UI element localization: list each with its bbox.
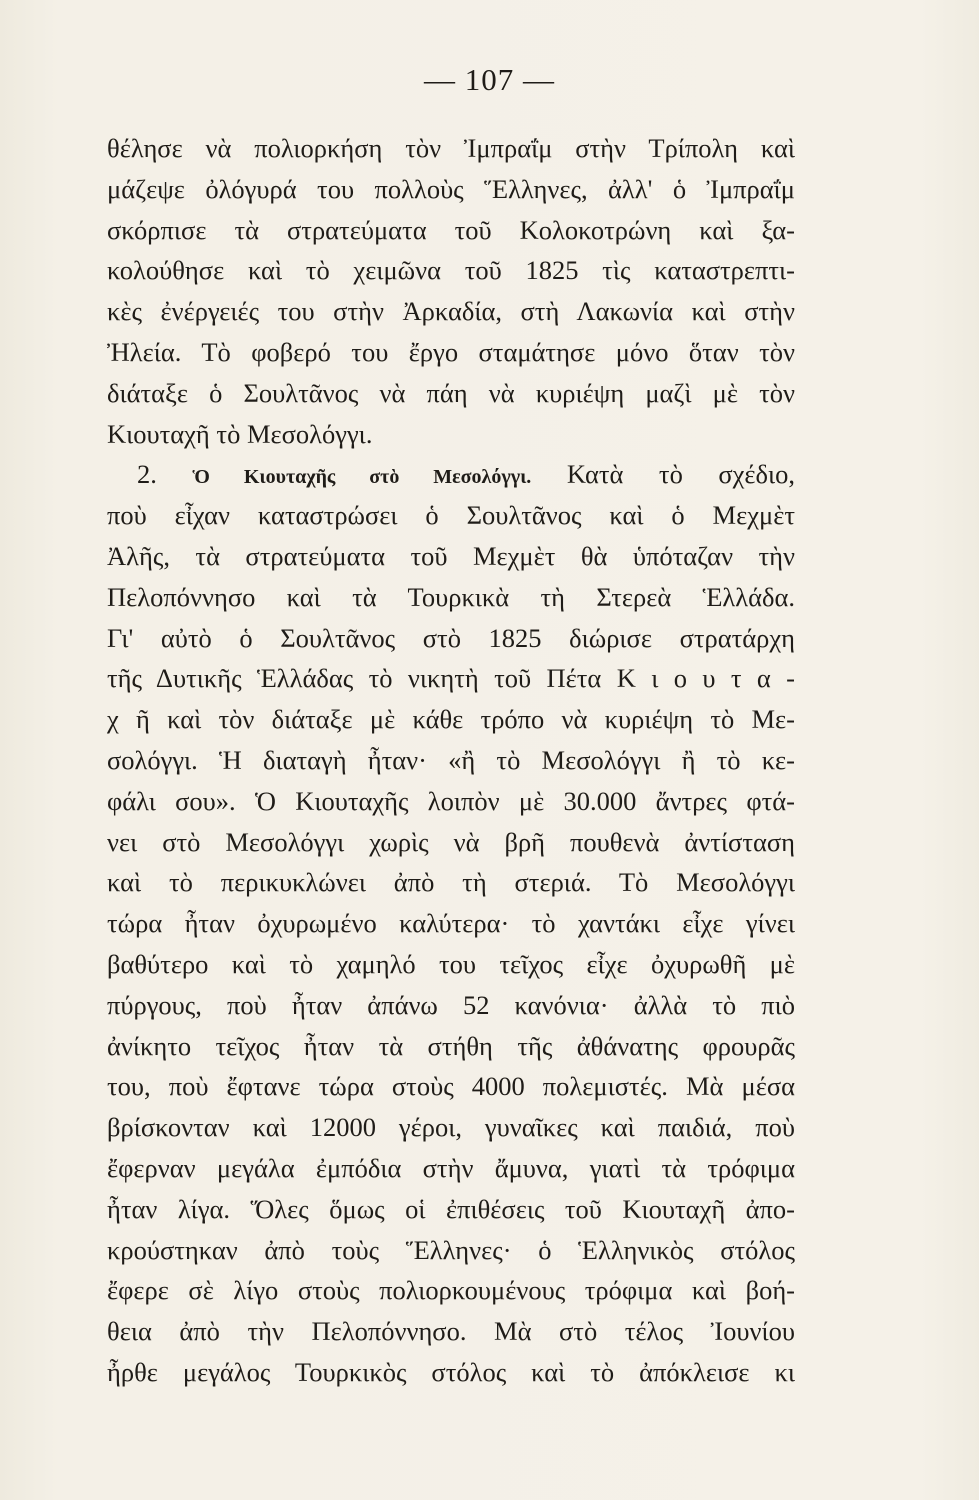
text-line: κολούθησε καὶ τὸ χειμῶνα τοῦ 1825 τὶς καταστρεπτι-: [107, 255, 795, 286]
section-heading: Ὁ Κιουταχῆς στὸ Μεσολόγγι.: [192, 466, 532, 489]
text-line: θέλησε νὰ πολιορκήση τὸν Ἰμπραΐμ στὴν Τρίπολη καὶ: [107, 133, 795, 163]
text-line: Ἠλεία. Τὸ φοβερό του ἔργο σταμάτησε μόνο ὅταν τὸν: [107, 336, 795, 367]
body-text: [107, 128, 795, 1393]
section-number: 2.: [137, 459, 157, 490]
page-number: — 107 —: [424, 62, 555, 97]
text-line: σκόρπισε τὰ στρατεύματα τοῦ Κολοκοτρώνη καὶ ξα-: [107, 214, 795, 245]
text-line: διάταξε ὁ Σουλτᾶνος νὰ πάη νὰ κυριέψη μαζὶ μὲ τὸν: [107, 377, 795, 408]
text-line: ἀνίκητο τεῖχος ἦταν τὰ στήθη τῆς ἀθάνατης φρουρᾶς: [107, 1030, 795, 1061]
text-line: Γι' αὐτὸ ὁ Σουλτᾶνος στὸ 1825 διώρισε στρατάρχη: [107, 622, 795, 653]
text-line: σολόγγι. Ἡ διαταγὴ ἦταν· «ἢ τὸ Μεσολόγγι ἢ τὸ κε-: [107, 744, 795, 775]
text-line: Ἀλῆς, τὰ στρατεύματα τοῦ Μεχμὲτ θὰ ὑπόταζαν τὴν: [107, 540, 795, 571]
text-line: ποὺ εἶχαν καταστρώσει ὁ Σουλτᾶνος καὶ ὁ Μεχμὲτ: [107, 500, 795, 531]
text-line: φάλι σου». Ὁ Κιουταχῆς λοιπὸν μὲ 30.000 ἄντρες φτά-: [107, 785, 795, 816]
text-line: τώρα ἦταν ὀχυρωμένο καλύτερα· τὸ χαντάκι εἶχε γίνει: [107, 908, 795, 939]
text-line: του, ποὺ ἔφτανε τώρα στοὺς 4000 πολεμιστές. Μὰ μέσα: [107, 1071, 795, 1102]
text-line: μάζεψε ὀλόγυρά του πολλοὺς Ἕλληνες, ἀλλ' ὁ Ἰμπραΐμ: [107, 173, 795, 204]
section-heading-line: [107, 454, 795, 495]
text-line: χ ῆ καὶ τὸν διάταξε μὲ κάθε τρόπο νὰ κυριέψη τὸ Με-: [107, 704, 795, 735]
text-line: νει στὸ Μεσολόγγι χωρὶς νὰ βρῆ πουθενὰ ἀντίσταση: [107, 826, 795, 857]
text-line: πύργους, ποὺ ἦταν ἀπάνω 52 κανόνια· ἀλλὰ τὸ πιὸ: [107, 989, 795, 1020]
text-line: Κιουταχῆ τὸ Μεσολόγγι.: [107, 418, 373, 449]
text-line: κὲς ἐνέργειές του στὴν Ἀρκαδία, στὴ Λακωνία καὶ στὴν: [107, 296, 795, 327]
text-line: ἔφερναν μεγάλα ἐμπόδια στὴν ἄμυνα, γιατὶ τὰ τρόφιμα: [107, 1152, 795, 1183]
text-line: Πελοπόννησο καὶ τὰ Τουρκικὰ τὴ Στερεὰ Ἑλλάδα.: [107, 581, 795, 612]
text-line: κρούστηκαν ἀπὸ τοὺς Ἕλληνες· ὁ Ἑλληνικὸς στόλος: [107, 1234, 795, 1265]
text-line: τῆς Δυτικῆς Ἑλλάδας τὸ νικητὴ τοῦ Πέτα Κ ι ο υ τ α -: [107, 663, 795, 694]
section-first-line-text: Κατὰ τὸ σχέδιο,: [566, 459, 796, 490]
text-line: βρίσκονταν καὶ 12000 γέροι, γυναῖκες καὶ παιδιά, ποὺ: [107, 1112, 795, 1143]
text-line: θεια ἀπὸ τὴν Πελοπόννησο. Μὰ στὸ τέλος Ἰουνίου: [107, 1316, 795, 1347]
text-line: ἦταν λίγα. Ὅλες ὅμως οἱ ἐπιθέσεις τοῦ Κιουταχῆ ἀπο-: [107, 1193, 795, 1224]
text-line: βαθύτερο καὶ τὸ χαμηλό του τεῖχος εἶχε ὀχυρωθῆ μὲ: [107, 948, 795, 979]
text-line: καὶ τὸ περικυκλώνει ἀπὸ τὴ στεριά. Τὸ Μεσολόγγι: [107, 867, 795, 898]
text-line: ἔφερε σὲ λίγο στοὺς πολιορκουμένους τρόφιμα καὶ βοή-: [107, 1275, 795, 1306]
text-line: ἦρθε μεγάλος Τουρκικὸς στόλος καὶ τὸ ἀπόκλεισε κι: [107, 1356, 795, 1387]
